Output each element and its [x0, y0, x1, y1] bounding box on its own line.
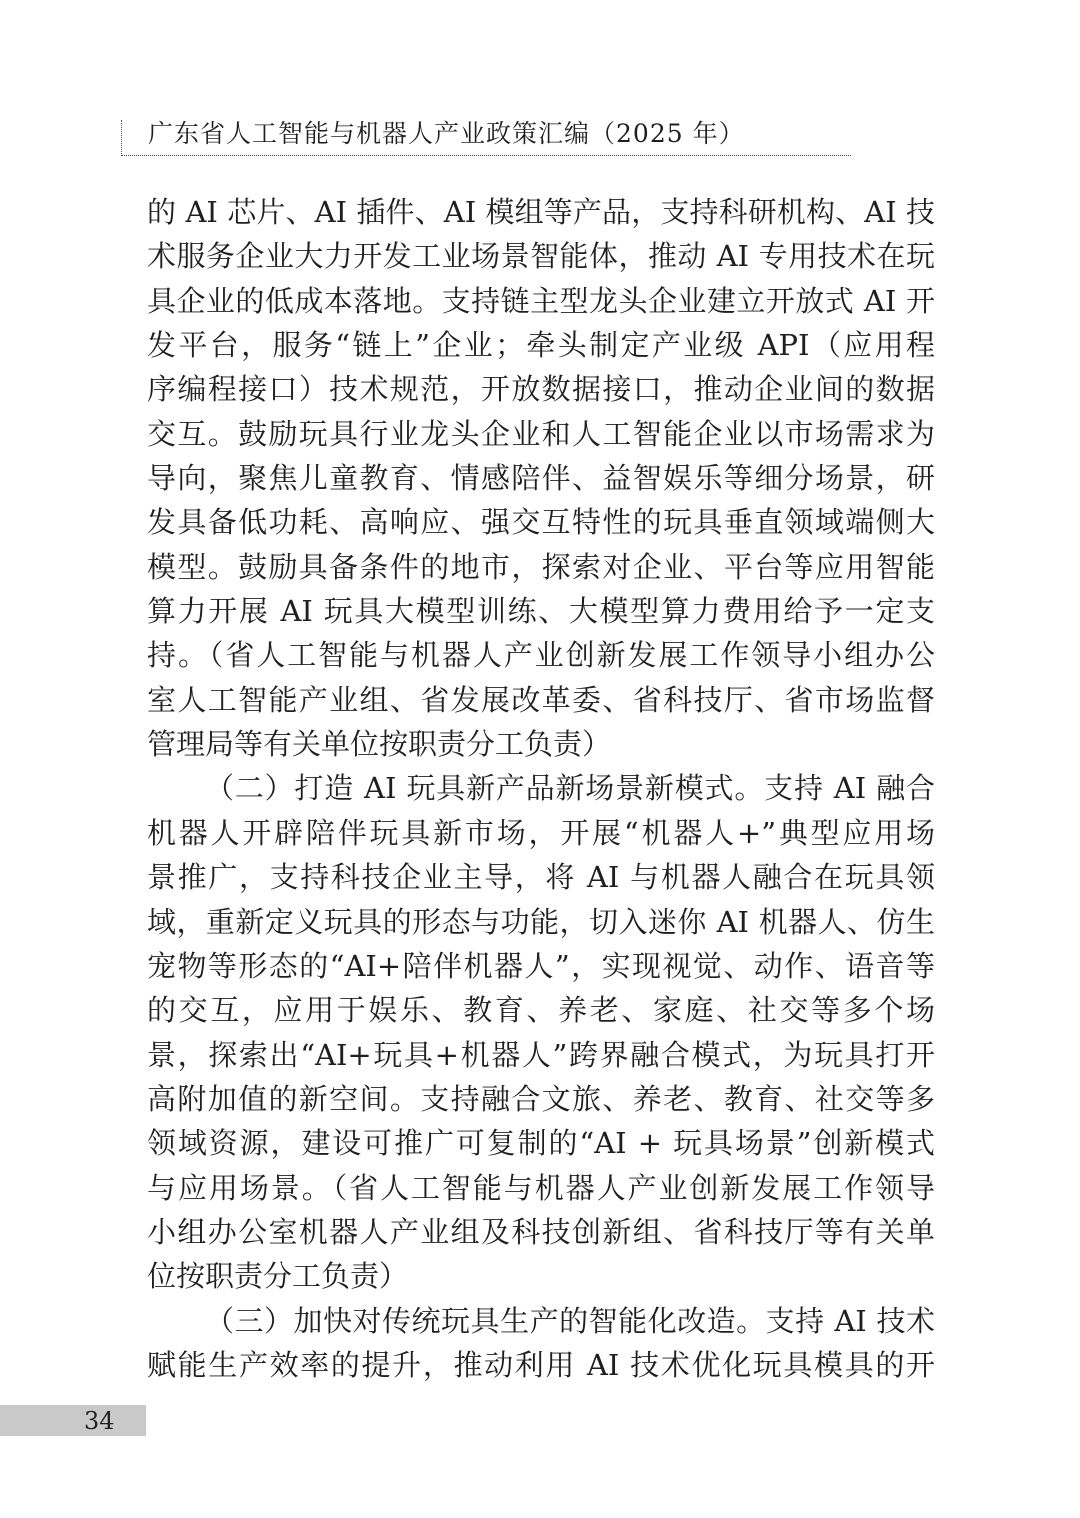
header-divider [121, 155, 851, 156]
text-line: 术服务企业大力开发工业场景智能体，推动 AI 专用技术在玩 [147, 239, 935, 274]
text-line: 高附加值的新空间。支持融合文旅、养老、教育、社交等多 [147, 1081, 935, 1116]
text-line: 具企业的低成本落地。支持链主型龙头企业建立开放式 AI 开 [147, 283, 935, 318]
text-line: 的 AI 芯片、AI 插件、AI 模组等产品，支持科研机构、AI 技 [147, 195, 935, 229]
text-line: 与应用场景。（省人工智能与机器人产业创新发展工作领导 [147, 1170, 935, 1205]
text-line: 景，探索出“AI+玩具+机器人”跨界融合模式，为玩具打开 [147, 1037, 935, 1072]
text-line: 模型。鼓励具备条件的地市，探索对企业、平台等应用智能 [147, 549, 935, 584]
text-line: 算力开展 AI 玩具大模型训练、大模型算力费用给予一定支 [147, 594, 935, 629]
text-line: 管理局等有关单位按职责分工负责） [147, 727, 612, 762]
text-line: 域，重新定义玩具的形态与功能，切入迷你 AI 机器人、仿生 [147, 904, 935, 939]
text-line: 小组办公室机器人产业组及科技创新组、省科技厅等有关单 [147, 1214, 935, 1249]
section-heading-line: （三）加快对传统玩具生产的智能化改造。支持 AI 技术 [205, 1303, 935, 1338]
text-line: 导向，聚焦儿童教育、情感陪伴、益智娱乐等细分场景，研 [147, 461, 935, 496]
page-number: 34 [84, 1407, 115, 1435]
text-line: 宠物等形态的“AI+陪伴机器人”，实现视觉、动作、语音等 [147, 948, 935, 983]
text-line: 室人工智能产业组、省发展改革委、省科技厅、省市场监督 [147, 682, 935, 717]
section-heading-line: （二）打造 AI 玩具新产品新场景新模式。支持 AI 融合 [205, 771, 935, 806]
running-header-title: 广东省人工智能与机器人产业政策汇编（2025 年） [148, 119, 745, 148]
text-line: 景推广，支持科技企业主导，将 AI 与机器人融合在玩具领 [147, 860, 935, 895]
header-marker [121, 120, 122, 156]
text-line: 位按职责分工负责） [147, 1259, 409, 1294]
text-line: 发平台，服务“链上”企业；牵头制定产业级 API（应用程 [147, 328, 935, 363]
page-number-tab [0, 1405, 146, 1436]
text-line: 交互。鼓励玩具行业龙头企业和人工智能企业以市场需求为 [147, 416, 935, 451]
text-line: 持。（省人工智能与机器人产业创新发展工作领导小组办公 [147, 638, 935, 673]
text-line: 发具备低功耗、高响应、强交互特性的玩具垂直领域端侧大 [147, 505, 935, 540]
body-text [147, 190, 935, 1387]
text-line: 机器人开辟陪伴玩具新市场，开展“机器人+”典型应用场 [147, 815, 935, 850]
text-line: 的交互，应用于娱乐、教育、养老、家庭、社交等多个场 [147, 993, 935, 1028]
text-line: 赋能生产效率的提升，推动利用 AI 技术优化玩具模具的开 [147, 1347, 935, 1382]
text-line: 序编程接口）技术规范，开放数据接口，推动企业间的数据 [147, 372, 935, 407]
text-line: 领域资源，建设可推广可复制的“AI + 玩具场景”创新模式 [147, 1126, 935, 1161]
